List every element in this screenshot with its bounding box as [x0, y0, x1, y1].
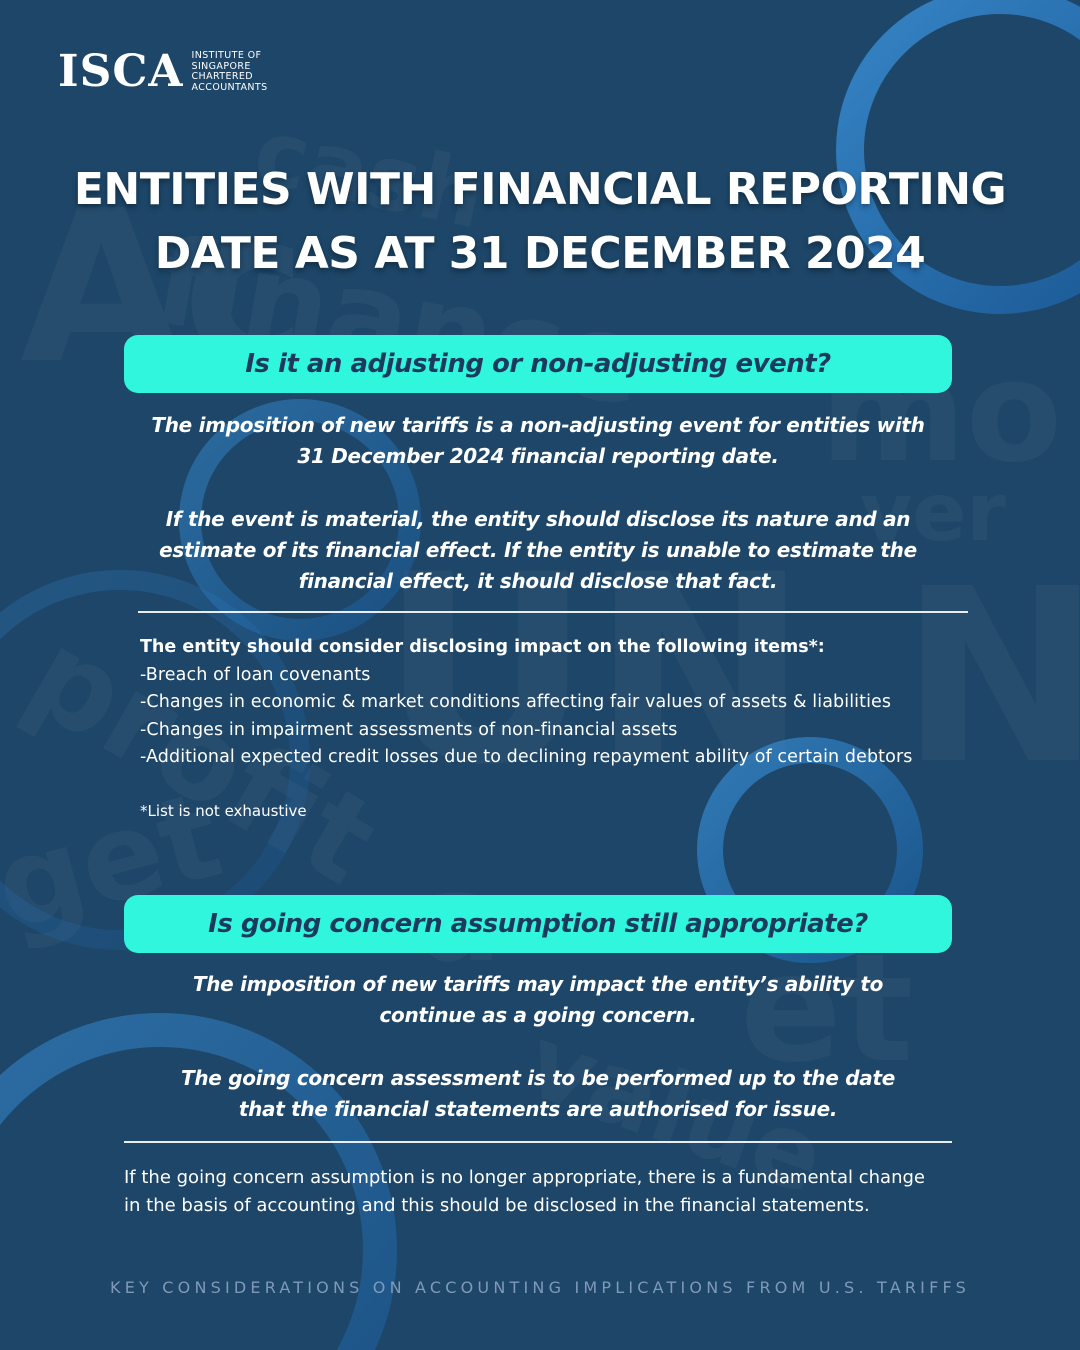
list-item: -Changes in impairment assessments of non-financial assets	[140, 719, 678, 740]
section-heading: Is going concern assumption still appropriate?	[208, 909, 868, 939]
paragraph-line: financial effect, it should disclose that fact.	[298, 569, 778, 593]
list-item: -Changes in economic & market conditions affecting fair values of assets & liabilities	[140, 692, 892, 712]
paragraph-line: in the basis of accounting and this should be disclosed in the financial statements.	[124, 1195, 870, 1216]
divider	[124, 1141, 952, 1143]
paragraph-line: 31 December 2024 financial reporting date.	[297, 444, 779, 468]
list-item: -Additional expected credit losses due to declining repayment ability of certain debtors	[140, 747, 913, 767]
isca-logo	[58, 46, 268, 97]
logo-subtitle-line: INSTITUTE OF	[191, 50, 262, 61]
page-title-line: DATE AS AT 31 DECEMBER 2024	[154, 228, 926, 279]
page-title-line: ENTITIES WITH FINANCIAL REPORTING	[73, 164, 1007, 215]
footer-caption: KEY CONSIDERATIONS ON ACCOUNTING IMPLICATIONS FROM U.S. TARIFFS	[110, 1278, 970, 1297]
paragraph-line: The going concern assessment is to be performed up to the date	[180, 1066, 895, 1090]
going-concern-assessment-paragraph	[124, 1063, 952, 1125]
logo-subtitle	[192, 51, 268, 93]
going-concern-impact-paragraph	[124, 969, 952, 1031]
paragraph-line: that the financial statements are authorised for issue.	[238, 1097, 838, 1121]
logo-subtitle-line: SINGAPORE	[191, 60, 251, 72]
paragraph-line: estimate of its financial effect. If the entity is unable to estimate the	[159, 538, 917, 562]
page-title	[60, 158, 1020, 286]
paragraph-line: continue as a going concern.	[379, 1003, 697, 1027]
paragraph-line: The imposition of new tariffs may impact the entity’s ability to	[192, 972, 884, 996]
paragraph-line: If the going concern assumption is no longer appropriate, there is a fundamental change	[124, 1167, 925, 1188]
paragraph-line: If the event is material, the entity should disclose its nature and an	[165, 507, 911, 531]
material-event-paragraph	[124, 504, 952, 597]
paragraph-line: The imposition of new tariffs is a non-adjusting event for entities with	[151, 413, 925, 437]
adjusting-event-question-banner	[124, 335, 952, 393]
list-heading: The entity should consider disclosing impact on the following items*:	[140, 637, 825, 657]
closing-paragraph	[124, 1164, 984, 1220]
list-item: -Breach of loan covenants	[140, 664, 371, 685]
list-footnote: *List is not exhaustive	[140, 802, 307, 820]
logo-mark: ISCA	[58, 46, 184, 97]
non-adjusting-event-paragraph	[124, 410, 952, 472]
disclosure-items-list	[140, 634, 1020, 772]
going-concern-question-banner	[124, 895, 952, 953]
logo-subtitle-line: ACCOUNTANTS	[191, 81, 268, 93]
logo-subtitle-line: CHARTERED	[191, 71, 254, 82]
divider	[138, 611, 968, 613]
section-heading: Is it an adjusting or non-adjusting event?	[245, 349, 831, 379]
